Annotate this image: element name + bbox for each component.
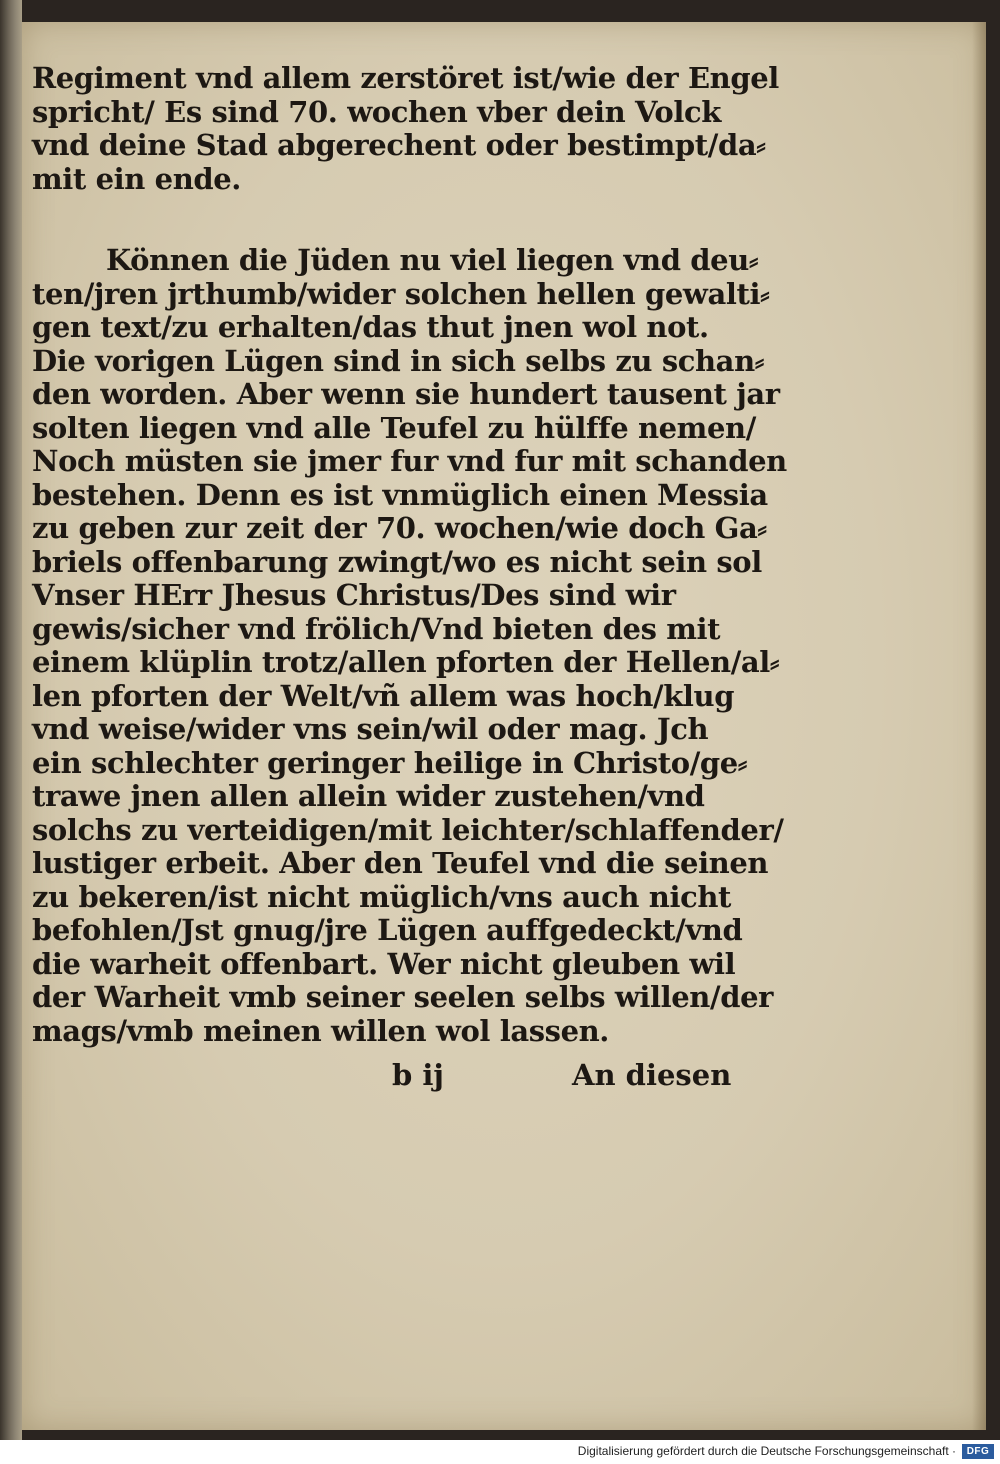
text-line: bestehen. Denn es ist vnmüglich einen Messia bbox=[32, 477, 768, 512]
binding-edge bbox=[0, 0, 22, 1440]
catchword: An diesen bbox=[572, 1058, 732, 1092]
paragraph-1 bbox=[32, 61, 779, 196]
text-line: die warheit offenbart. Wer nicht gleuben wil bbox=[32, 946, 736, 981]
text-line: lustiger erbeit. Aber den Teufel vnd die seinen bbox=[32, 846, 769, 880]
paragraph-2 bbox=[32, 243, 787, 1048]
text-line: briels offenbarung zwingt/wo es nicht sein sol bbox=[32, 544, 762, 579]
text-line: ein schlechter geringer heilige in Christo/ge⸗ bbox=[32, 745, 748, 780]
text-line: Noch müsten sie jmer fur vnd fur mit schanden bbox=[32, 444, 787, 478]
text-line: trawe jnen allen allein wider zustehen/vnd bbox=[32, 779, 705, 813]
text-line: vnd deine Stad abgerechent oder bestimpt/da⸗ bbox=[32, 128, 766, 162]
digitization-footer bbox=[0, 1440, 1000, 1464]
text-line: gen text/zu erhalten/das thut jnen wol not. bbox=[32, 310, 709, 344]
text-line: befohlen/Jst gnug/jre Lügen auffgedeckt/vnd bbox=[32, 913, 743, 947]
paragraph-gap bbox=[32, 196, 732, 244]
text-line: Vnser HErr Jhesus Christus/Des sind wir bbox=[32, 578, 676, 612]
text-line: einem klüplin trotz/allen pforten der Hellen/al⸗ bbox=[32, 645, 780, 679]
dfg-logo-icon[interactable]: DFG bbox=[962, 1444, 994, 1459]
text-line: den worden. Aber wenn sie hundert tausent jar bbox=[32, 377, 780, 411]
text-line: spricht/ Es sind 70. wochen vber dein Volck bbox=[32, 94, 721, 129]
text-line: mit ein ende. bbox=[32, 161, 242, 196]
text-line: gewis/sicher vnd frölich/Vnd bieten des mit bbox=[32, 611, 721, 646]
text-line: vnd weise/wider vns sein/wil oder mag. Jch bbox=[32, 712, 709, 746]
text-line: len pforten der Welt/vñ allem was hoch/klug bbox=[32, 678, 735, 713]
text-line: der Warheit vmb seiner seelen selbs willen/der bbox=[32, 980, 773, 1014]
body-text bbox=[32, 61, 787, 1048]
text-line: ten/jren jrthumb/wider solchen hellen gewalti⸗ bbox=[32, 276, 770, 311]
signature-mark: b ij bbox=[392, 1058, 444, 1092]
text-line: zu geben zur zeit der 70. wochen/wie doch Ga⸗ bbox=[32, 511, 767, 545]
page-edge-shadow bbox=[972, 22, 986, 1430]
text-line: Können die Jüden nu viel liegen vnd deu⸗ bbox=[106, 243, 759, 277]
funding-credit: Digitalisierung gefördert durch die Deutsche Forschungsgemeinschaft · bbox=[577, 1444, 956, 1458]
text-line: solten liegen vnd alle Teufel zu hülffe nemen/ bbox=[32, 410, 756, 445]
text-line: Regiment vnd allem zerstöret ist/wie der Engel bbox=[32, 61, 779, 95]
text-line: solchs zu verteidigen/mit leichter/schlaffender/ bbox=[32, 812, 784, 847]
signature-line bbox=[32, 1058, 732, 1098]
text-line: mags/vmb meinen willen wol lassen. bbox=[32, 1013, 610, 1048]
text-line: zu bekeren/ist nicht müglich/vns auch nicht bbox=[32, 879, 732, 914]
text-line: Die vorigen Lügen sind in sich selbs zu schan⸗ bbox=[32, 343, 765, 378]
